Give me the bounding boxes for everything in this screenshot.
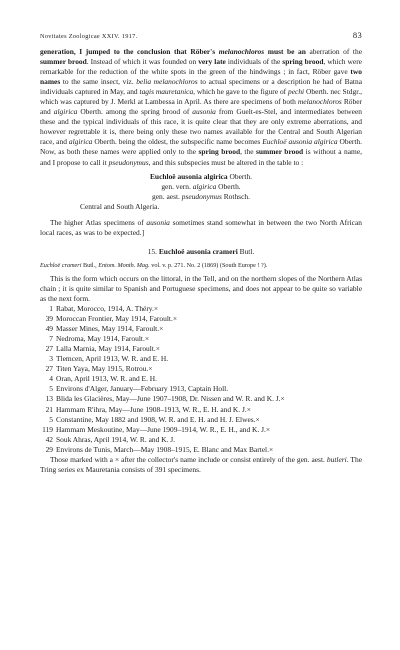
locality-text: Lalla Marnia, May 1914, Faroult.× [56, 344, 160, 354]
locality-count: 27 [45, 364, 53, 374]
locality-count: 42 [45, 434, 53, 444]
locality-row [40, 415, 362, 425]
locality-row [40, 405, 362, 415]
p1-s6: . Instead of which it was founded on [86, 57, 199, 67]
p4-b: butleri [326, 454, 347, 464]
subspecies-title-author: Oberth. [227, 171, 253, 181]
locality-row [40, 334, 362, 344]
locality-text: Titen Yaya, May 1915, Rotrou.× [56, 364, 153, 374]
p1-s29: Oberth. Now, as both these names were applied only to the [40, 137, 362, 157]
locality-count: 27 [45, 344, 53, 354]
locality-text: Hammam Meskoutine, May—June 1909–1914, W. R., E. H., and K. J.× [56, 424, 271, 434]
paragraph-1 [40, 47, 362, 168]
locality-text: Oran, April 1913, W. R. and E. H. [56, 374, 158, 384]
locality-text: Environs d'Alger, January—February 1913, Captain Holl. [56, 384, 229, 394]
p1-s5: summer brood [40, 57, 87, 67]
generation-aestival [40, 192, 362, 202]
gen-vern-name: algirica [192, 181, 217, 191]
p1-s26: algirica [68, 137, 93, 147]
section-author: Butl. [237, 246, 255, 256]
syn-name: Euchloë crameri [40, 261, 82, 269]
p2-b: ausonia [146, 217, 170, 227]
locality-text: Constantine, May 1882 and 1908, W. R. and E. H. and H. J. Elwes.× [56, 414, 260, 424]
locality-text: Environs de Tunis, March—May 1908–1915, E. Blanc and Max Bartel.× [56, 444, 274, 454]
locality-text: Rabat, Morocco, 1914, A. Théry.× [56, 304, 159, 314]
p1-s11: , which were remarkable for the reduction of the white spots in the green of the hindwings ; in fact, Röber gave [40, 57, 362, 77]
locality-row [40, 304, 362, 314]
p1-s28: Euchloë ausonia algirica [262, 137, 338, 147]
locality-count: 29 [45, 444, 53, 454]
p1-s9: individuals of the [225, 57, 283, 67]
locality-row [40, 344, 362, 354]
locality-list [40, 304, 362, 455]
distribution-region: Central and South Algeria. [80, 201, 160, 211]
p4-a: Those marked with a × after the collector's name include or consist entirely of the gen. aest. [50, 454, 327, 464]
locality-row [40, 435, 362, 445]
p1-s7: very [198, 57, 213, 67]
p1-s34: pseudonymus [108, 157, 149, 167]
p1-s13: to the same insect, viz. [60, 77, 137, 87]
page [40, 30, 362, 475]
p4-c: . The Tring series ex Mauretania consists of 391 specimens. [40, 454, 362, 474]
gen-aest-name: pseudonymus [181, 191, 222, 201]
page-number: 83 [352, 30, 362, 40]
locality-count: 21 [45, 404, 53, 414]
p1-s16: tagis mauretanica [139, 87, 194, 97]
p1-s10: spring brood [282, 57, 324, 67]
p1-s33: is without a name, and I propose to call it [40, 147, 362, 167]
generation-vernal [40, 182, 362, 192]
paragraph-3: This is the form which occurs on the littoral, in the Tell, and on the northern slopes of the Northern Atlas chain ; it is quite similar to Spanish and Portuguese specimens, and does not appear to be quite so variable as the next form. [40, 273, 362, 303]
p1-s4: aberration of the [309, 47, 363, 56]
locality-text: Hammam R'ihra, May—June 1908–1913, W. R., E. H. and K. J.× [56, 404, 251, 414]
p1-s19: Oberth. nec Stdgr., which was captured by J. Merkl at Lambessa in April. As there are specimens of both [40, 87, 362, 107]
synonymy-line [40, 261, 362, 270]
p1-s30: spring brood [198, 147, 241, 157]
p1-s24: ausonia [192, 107, 216, 117]
p1-s25: from Guelt-es-Stel, and intermediates between these and the typical individuals of this race, it is quite clear that they are only extreme aberrations, and however regrettable it is, there being only these two names available for the Central and South Algerian race, and [40, 107, 362, 147]
p1-s1: generation, I jumped to the conclusion that Röber's [40, 47, 219, 56]
p1-s3: must be an [264, 47, 306, 56]
paragraph-2 [40, 218, 362, 238]
locality-count: 1 [49, 304, 53, 314]
p2-a: The higher Atlas specimens of [50, 217, 147, 227]
locality-row [40, 384, 362, 394]
p1-s35: , and this subspecies must be altered in the table to : [148, 157, 304, 167]
gen-vern-label: gen. vern. [161, 181, 193, 191]
locality-row [40, 324, 362, 334]
locality-row [40, 314, 362, 324]
p1-s32: summer brood [255, 147, 304, 157]
p1-s23: Oberth. among the spring brood of [77, 107, 193, 117]
locality-row [40, 394, 362, 404]
p1-s18: pechi [288, 87, 305, 97]
locality-count: 5 [49, 414, 53, 424]
locality-text: Masser Mines, May 1914, Faroult.× [56, 324, 164, 334]
p1-s20: melanochloros [297, 97, 342, 107]
section-title: Euchloë ausonia crameri [158, 246, 238, 256]
locality-text: Nedroma, May 1914, Faroult.× [56, 334, 150, 344]
p1-s15: to actual specimens or a description he had of Batna individuals captured in May, and [40, 77, 362, 97]
p1-s22: algirica [53, 107, 78, 117]
paragraph-4 [40, 455, 362, 475]
p1-s27: Oberth. being the oldest, the subspecific name becomes [92, 137, 263, 147]
locality-count: 7 [49, 334, 53, 344]
p1-s14: belia melanochloros [136, 77, 198, 87]
p2-c: sometimes stand somewhat in between the two North African local races, as was to be expected.] [40, 217, 362, 237]
locality-row [40, 374, 362, 384]
p1-s12: two names [40, 67, 362, 87]
subspecies-title [40, 172, 362, 182]
p1-s21: Röber and [40, 97, 362, 117]
p1-s8: late [214, 57, 226, 67]
syn-author: Butl., [81, 261, 99, 269]
locality-text: Souk Ahras, April 1914, W. R. and K. J. [56, 434, 176, 444]
gen-aest-author: Rothsch. [221, 191, 250, 201]
locality-count: 39 [45, 314, 53, 324]
subspecies-title-name: Euchloë ausonia algirica [149, 171, 228, 181]
journal-title: Novitates Zoologicae XXIV. 1917. [40, 33, 138, 40]
p1-s2: melanochloros [218, 47, 265, 56]
p1-s31: , the [240, 147, 256, 157]
locality-row [40, 364, 362, 374]
locality-text: Moroccan Frontier, May 1914, Faroult.× [56, 314, 178, 324]
locality-count: 13 [45, 394, 53, 404]
syn-journal: Entom. Month. Mag. [98, 261, 150, 269]
subspecies-name-block [40, 172, 362, 212]
locality-text: Tlemcen, April 1913, W. R. and E. H. [56, 354, 169, 364]
gen-vern-author: Oberth. [216, 181, 241, 191]
locality-count: 119 [42, 424, 53, 434]
syn-ref: vol. v. p. 271. No. 2 (1869) (South Europe ! ?). [149, 261, 268, 269]
locality-text: Blida les Glacières, May—June 1907–1908, Dr. Nissen and W. R. and K. J.× [56, 394, 285, 404]
gen-aest-label: gen. aest. [152, 191, 182, 201]
locality-count: 5 [49, 384, 53, 394]
section-heading [40, 247, 362, 257]
running-head [40, 30, 362, 40]
locality-row [40, 445, 362, 455]
locality-row [40, 354, 362, 364]
locality-row [40, 425, 362, 435]
locality-count: 4 [49, 374, 53, 384]
locality-count: 3 [49, 354, 53, 364]
section-number: 15. [147, 246, 157, 256]
locality-count: 49 [45, 324, 53, 334]
p1-s17: , which he gave to the figure of [193, 87, 289, 97]
